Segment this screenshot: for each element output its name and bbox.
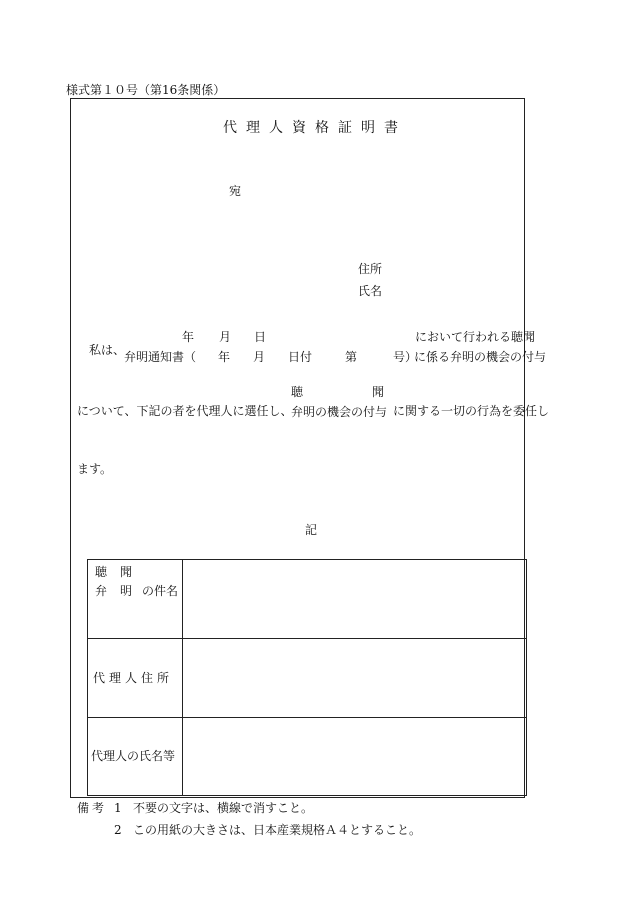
address-label: 住所 xyxy=(358,262,383,276)
body-notice-go: 号） xyxy=(393,350,418,364)
row3-label: 代理人の氏名等 xyxy=(91,749,176,763)
body-date-month: 月 xyxy=(219,330,232,344)
body-notice-dai: 第 xyxy=(345,350,358,364)
note-number: 2 xyxy=(114,823,122,837)
body-choice-top-right: 聞 xyxy=(372,385,385,399)
form-label: 様式第１０号（第16条関係） xyxy=(66,83,226,97)
body-date-year: 年 xyxy=(182,330,195,344)
row2-label: 代理人住所 xyxy=(93,671,174,685)
table-row-divider xyxy=(88,638,526,639)
table-column-divider xyxy=(182,560,183,795)
page-title: 代理人資格証明書 xyxy=(223,120,407,136)
name-label: 氏名 xyxy=(358,284,383,298)
body-notice-year: 年 xyxy=(218,350,231,364)
body-line2-suffix: に関する一切の行為を委任し xyxy=(393,404,550,418)
note-number: 1 xyxy=(114,801,122,815)
body-line3: ます。 xyxy=(77,462,113,476)
body-grant-text: に係る弁明の機会の付与 xyxy=(414,350,547,364)
body-line2-prefix: について、下記の者を代理人に選任し、 xyxy=(77,404,293,418)
row1-label-bottom-b: 明 xyxy=(120,584,133,598)
note-text: 不要の文字は、横線で消すこと。 xyxy=(133,801,314,815)
notes-heading: 備考 xyxy=(77,801,108,815)
ki-heading: 記 xyxy=(305,523,318,537)
body-held-at: において行われる聴聞 xyxy=(415,330,536,344)
body-notice-month: 月 xyxy=(253,350,266,364)
body-choice-bottom: 弁明の機会の付与 xyxy=(291,405,388,419)
body-notice-prefix: 弁明通知書（ xyxy=(124,350,197,364)
row1-label-bottom-a: 弁 xyxy=(95,584,108,598)
addressee-suffix: 宛 xyxy=(229,184,242,198)
body-watashi: 私は、 xyxy=(89,343,126,357)
row1-label-top-a: 聴 xyxy=(95,565,108,579)
note-text: この用紙の大きさは、日本産業規格Ａ４とすること。 xyxy=(133,823,422,837)
body-notice-date: 日付 xyxy=(288,350,313,364)
body-choice-top-left: 聴 xyxy=(291,385,304,399)
table-row-divider xyxy=(88,717,526,718)
row1-label-bottom-c: の件名 xyxy=(142,584,179,598)
row1-label-top-b: 聞 xyxy=(120,565,133,579)
body-date-day: 日 xyxy=(254,330,267,344)
